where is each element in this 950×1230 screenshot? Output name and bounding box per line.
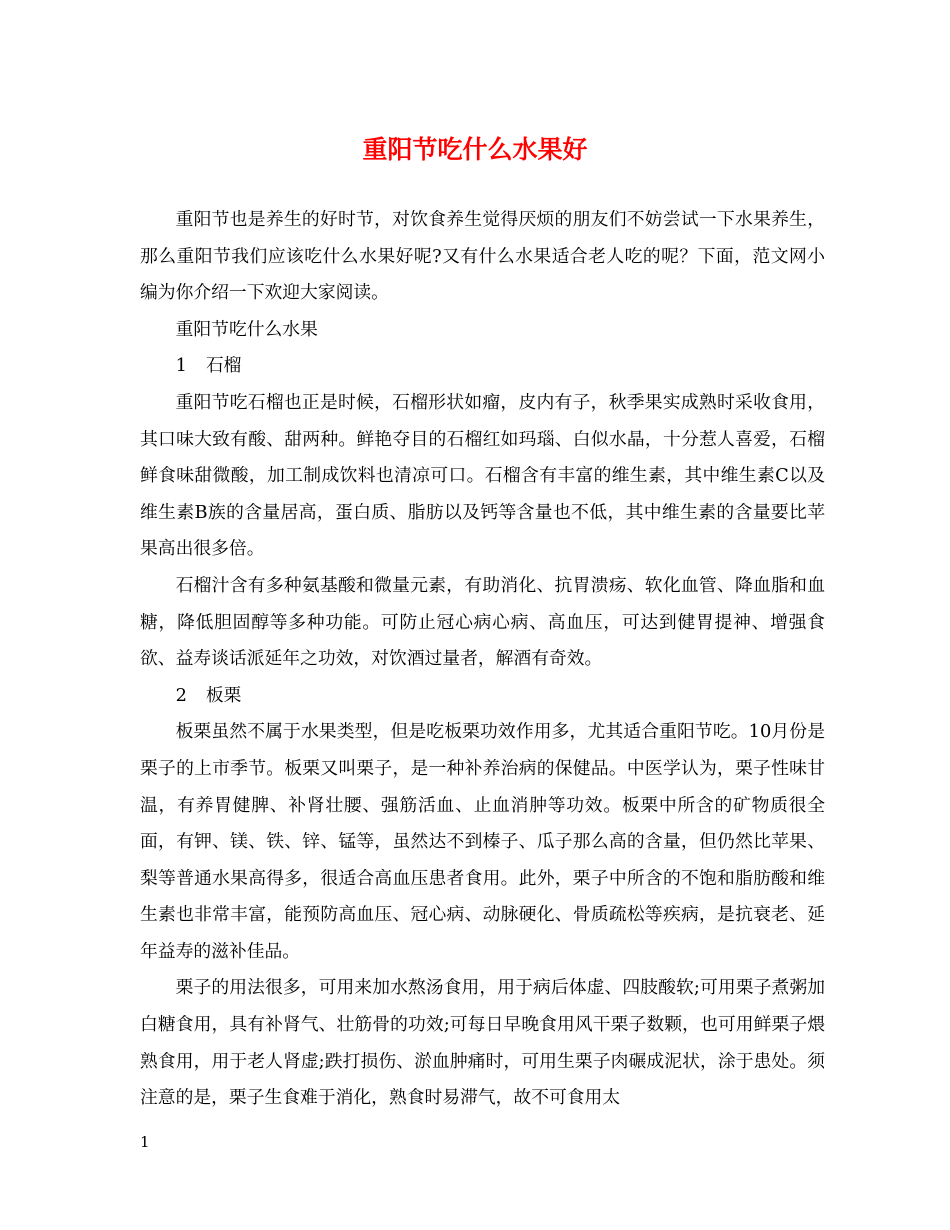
item-number: 1 bbox=[175, 355, 187, 377]
pomegranate-juice-paragraph: 石榴汁含有多种氨基酸和微量元素，有助消化、抗胃溃疡、软化血管、降血脂和血糖，降低胆固醇等多种功能。可防止冠心病心病、高血压，可达到健胃提神、增强食欲、益寿谈话派延年之功效，对饮酒过量者，解酒有奇效。 bbox=[140, 574, 825, 670]
section-heading: 重阳节吃什么水果 bbox=[175, 318, 318, 340]
page-number: 1 bbox=[140, 1133, 150, 1151]
item-number: 2 bbox=[175, 684, 187, 706]
item-label: 板栗 bbox=[205, 684, 242, 706]
list-item-heading bbox=[140, 678, 825, 715]
chestnut-paragraph: 板栗虽然不属于水果类型，但是吃板栗功效作用多，尤其适合重阳节吃。10月份是栗子的上市季节。板栗又叫栗子，是一种补养治病的保健品。中医学认为，栗子性味甘温，有养胃健脾、补肾壮腰、强筋活血、止血消肿等功效。板栗中所含的矿物质很全面，有钾、镁、铁、锌、锰等，虽然达不到榛子、瓜子那么高的含量，但仍然比苹果、梨等普通水果高得多，很适合高血压患者食用。此外，栗子中所含的不饱和脂肪酸和维生素也非常丰富，能预防高血压、冠心病、动脉硬化、骨质疏松等疾病，是抗衰老、延年益寿的滋补佳品。 bbox=[140, 721, 825, 962]
item-label: 石榴 bbox=[205, 355, 242, 377]
document-title: 重阳节吃什么水果好 bbox=[362, 135, 588, 164]
document-body bbox=[140, 202, 825, 1117]
chestnut-usage-paragraph: 栗子的用法很多，可用来加水熬汤食用，用于病后体虚、四肢酸软;可用栗子煮粥加白糖食用，具有补肾气、壮筋骨的功效;可每日早晚食用风干栗子数颗，也可用鲜栗子煨熟食用，用于老人肾虚;跌打损伤、淤血肿痛时，可用生栗子肉碾成泥状，涂于患处。须注意的是，栗子生食难于消化，熟食时易滞气，故不可食用太 bbox=[140, 977, 825, 1109]
pomegranate-paragraph: 重阳节吃石榴也正是时候，石榴形状如瘤，皮内有子，秋季果实成熟时采收食用，其口味大致有酸、甜两种。鲜艳夺目的石榴红如玛瑙、白似水晶，十分惹人喜爱，石榴鲜食味甜微酸，加工制成饮料也清凉可口。石榴含有丰富的维生素，其中维生素C以及维生素B族的含量居高，蛋白质、脂肪以及钙等含量也不低，其中维生素的含量要比苹果高出很多倍。 bbox=[140, 391, 825, 560]
list-item-heading bbox=[140, 348, 825, 385]
intro-paragraph: 重阳节也是养生的好时节，对饮食养生觉得厌烦的朋友们不妨尝试一下水果养生，那么重阳节我们应该吃什么水果好呢?又有什么水果适合老人吃的呢？下面，范文网小编为你介绍一下欢迎大家阅读。 bbox=[140, 209, 825, 304]
